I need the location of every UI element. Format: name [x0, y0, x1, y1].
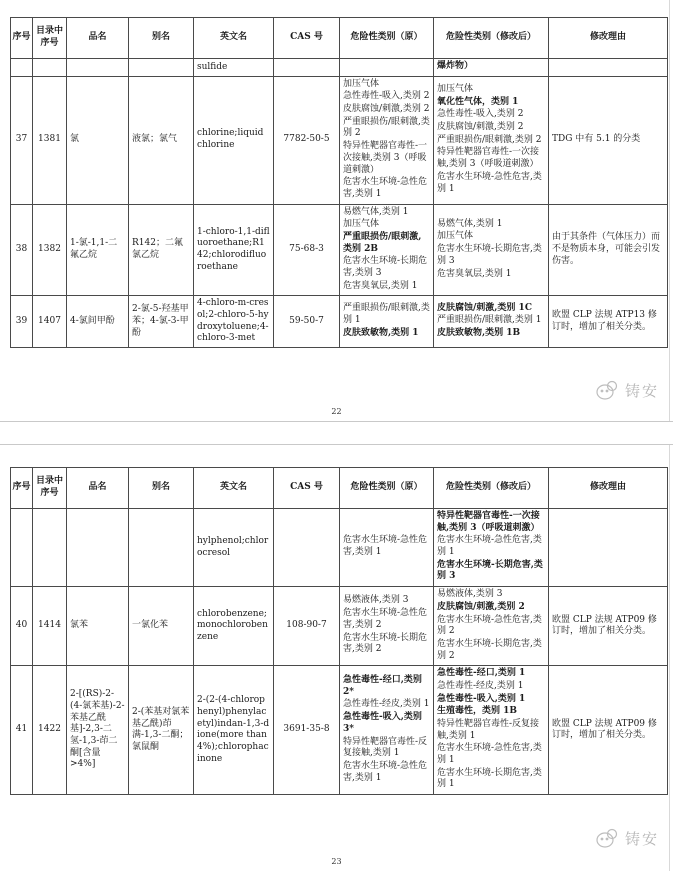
document-page-23: [0, 444, 673, 871]
hazard-class-line: 危害水生环境-长期危害,类别 3: [343, 256, 428, 278]
hazard-class-line: 严重眼损伤/眼刺激,类别 1: [437, 315, 542, 326]
hazard-class-line: 急性毒性-吸入,类别 3*: [343, 712, 422, 734]
english-name-cell: 1-chloro-1,1-difluoroethane;R142;chlorodifluoroethane: [194, 204, 274, 296]
english-name-cell: chlorobenzene;monochlorobenzene: [194, 587, 274, 666]
hazard-class-line: 急性毒性-吸入,类别 1: [437, 693, 526, 704]
watermark: [594, 827, 659, 849]
product-name-cell: 氯苯: [67, 587, 129, 666]
reason-cell: 欧盟 CLP 法规 ATP13 修订时，增加了相关分类。: [549, 296, 668, 348]
english-name-cell: 2-(2-(4-chlorophenyl)phenylacetyl)indan-1,3-dione(more than 4%);chlorophacinone: [194, 666, 274, 795]
alias-cell: 液氯；氯气: [129, 76, 194, 204]
reason-cell: 由于其条件（气体压力）而不是物质本身，可能会引发伤害。: [549, 204, 668, 296]
hazard-class-line: 急性毒性-经皮,类别 1: [437, 680, 524, 691]
alias-cell: 2-(苯基对氯苯基乙酰)茚满-1,3-二酮；氯鼠酮: [129, 666, 194, 795]
catalog-number-cell: 1381: [33, 76, 67, 204]
hazard-class-line: 皮肤腐蚀/刺激,类别 2: [437, 601, 525, 612]
hazard-class-line: 严重眼损伤/眼刺激,类别 2: [437, 134, 542, 145]
hazard-class-line: 特异性靶器官毒性-一次接触,类别 3（呼吸道刺激）: [343, 141, 428, 175]
hazard-class-line: 急性毒性-吸入,类别 2: [343, 91, 430, 102]
hazard-class-line: 易燃气体,类别 1: [343, 206, 409, 217]
page-separator: [0, 422, 673, 444]
watermark-text: 铸安: [624, 829, 659, 848]
catalog-number-cell: [33, 509, 67, 587]
alias-cell: [129, 509, 194, 587]
header-cell: 英文名: [194, 468, 274, 509]
product-name-cell: 1-氯-1,1-二氟乙烷: [67, 204, 129, 296]
document-page-22: [0, 0, 673, 422]
header-row: [11, 18, 668, 59]
english-name-cell: 4-chloro-m-cresol;2-chloro-5-hydroxytoluene;4-chloro-3-met: [194, 296, 274, 348]
hazard-class-line: 严重眼损伤/眼刺激,类别 1: [343, 303, 430, 325]
seq-cell: [11, 59, 33, 77]
hazard-class-line: 易燃液体,类别 3: [343, 595, 409, 606]
table-row: [11, 587, 668, 666]
hazard-class-line: 危害水生环境-急性危害,类别 1: [437, 743, 542, 766]
hazard-class-line: 危害水生环境-急性危害,类别 2: [437, 614, 542, 637]
catalog-number-cell: [33, 59, 67, 77]
table-row: [11, 666, 668, 795]
hazard-class-line: 危害水生环境-急性危害,类别 1: [343, 760, 428, 783]
hazard-class-line: 加压气体: [437, 84, 474, 95]
alias-cell: R142；二氟氯乙烷: [129, 204, 194, 296]
product-name-cell: [67, 509, 129, 587]
header-cell: 目录中序号: [33, 468, 67, 509]
hazard-class-line: 危害水生环境-急性危害,类别 1: [437, 535, 542, 558]
header-cell: 危险性类别（修改后）: [434, 468, 549, 509]
hazard-class-line: 特异性靶器官毒性-反复接触,类别 1: [437, 719, 540, 741]
table-row: [11, 76, 668, 204]
hazard-class-line: 危害臭氧层,类别 1: [437, 268, 512, 279]
alias-cell: 2-氯-5-羟基甲苯；4-氯-3-甲酚: [129, 296, 194, 348]
hazard-class-line: 皮肤致敏物,类别 1: [343, 327, 419, 338]
header-cell: 序号: [11, 468, 33, 509]
hazard-class-line: 特异性靶器官毒性-反复接触,类别 1: [343, 736, 428, 759]
hazard-class-line: 易燃液体,类别 3: [437, 589, 503, 600]
alias-cell: [129, 59, 194, 77]
cas-number-cell: 3691-35-8: [274, 666, 340, 795]
reason-cell: 欧盟 CLP 法规 ATP09 修订时，增加了相关分类。: [549, 587, 668, 666]
hazard-class-line: 危害水生环境-长期危害,类别 2: [343, 632, 428, 655]
hazard-original-cell: [340, 59, 434, 77]
hazard-class-line: 加压气体: [343, 78, 380, 89]
header-cell: 修改理由: [549, 18, 668, 59]
hazard-revised-cell: [434, 509, 549, 587]
watermark: [594, 379, 659, 401]
hazard-class-line: 爆炸物）: [437, 61, 474, 71]
hazard-original-cell: [340, 204, 434, 296]
hazard-class-line: 皮肤致敏物,类别 1B: [437, 328, 521, 339]
hazard-class-line: 危害水生环境-急性危害,类别 1: [343, 535, 428, 558]
seq-cell: 40: [11, 587, 33, 666]
hazard-class-line: 急性毒性-经口,类别 1: [437, 668, 526, 679]
product-name-cell: 氯: [67, 76, 129, 204]
seq-cell: [11, 509, 33, 587]
hazard-class-line: 易燃气体,类别 1: [437, 218, 503, 229]
header-cell: 别名: [129, 468, 194, 509]
reason-cell: [549, 509, 668, 587]
hazard-original-cell: [340, 587, 434, 666]
reason-cell: TDG 中有 5.1 的分类: [549, 76, 668, 204]
hazard-original-cell: [340, 666, 434, 795]
header-row: [11, 468, 668, 509]
header-cell: 别名: [129, 18, 194, 59]
header-cell: 目录中序号: [33, 18, 67, 59]
header-cell: 危险性类别（原）: [340, 468, 434, 509]
table-row: [11, 59, 668, 77]
hazard-class-line: 特异性靶器官毒性-一次接触,类别 3（呼吸道刺激）: [437, 511, 540, 533]
hazard-class-line: 特异性靶器官毒性-一次接触,类别 3（呼吸道刺激）: [437, 147, 540, 170]
hazard-revised-cell: [434, 296, 549, 348]
hazard-table-page-22: [10, 17, 668, 348]
catalog-number-cell: 1407: [33, 296, 67, 348]
catalog-number-cell: 1382: [33, 204, 67, 296]
hazard-revised-cell: [434, 59, 549, 77]
table-row: [11, 296, 668, 348]
header-cell: 英文名: [194, 18, 274, 59]
cas-number-cell: 108-90-7: [274, 587, 340, 666]
reason-cell: [549, 59, 668, 77]
hazard-class-line: 急性毒性-经皮,类别 1: [343, 699, 430, 710]
hazard-class-line: 危害水生环境-急性危害,类别 1: [343, 177, 428, 199]
seq-cell: 38: [11, 204, 33, 296]
page-number: 23: [331, 857, 342, 866]
header-cell: 品名: [67, 18, 129, 59]
product-name-cell: 2-[(RS)-2-(4-氯苯基)-2-苯基乙酰基]-2,3-二氢-1,3-茚二酮[含量>4%]: [67, 666, 129, 795]
header-cell: 品名: [67, 468, 129, 509]
hazard-class-line: 氧化性气体，类别 1: [437, 96, 519, 107]
table-row: [11, 509, 668, 587]
hazard-revised-cell: [434, 666, 549, 795]
watermark-text: 铸安: [624, 381, 659, 400]
hazard-class-line: 危害水生环境-急性危害,类别 2: [343, 608, 428, 630]
hazard-class-line: 加压气体: [343, 219, 380, 230]
seq-cell: 39: [11, 296, 33, 348]
english-name-cell: chlorine;liquid chlorine: [194, 76, 274, 204]
product-name-cell: [67, 59, 129, 77]
hazard-class-line: 严重眼损伤/眼刺激,类别 2B: [343, 231, 422, 254]
hazard-revised-cell: [434, 587, 549, 666]
reason-cell: 欧盟 CLP 法规 ATP09 修订时，增加了相关分类。: [549, 666, 668, 795]
catalog-number-cell: 1422: [33, 666, 67, 795]
header-cell: 危险性类别（原）: [340, 18, 434, 59]
hazard-class-line: 危害水生环境-长期危害,类别 3: [437, 244, 542, 266]
hazard-revised-cell: [434, 204, 549, 296]
hazard-class-line: 皮肤腐蚀/刺激,类别 2: [343, 104, 430, 115]
hazard-original-cell: [340, 76, 434, 204]
zhuan-logo-icon: [594, 827, 622, 849]
header-cell: CAS 号: [274, 18, 340, 59]
catalog-number-cell: 1414: [33, 587, 67, 666]
header-cell: 修改理由: [549, 468, 668, 509]
header-cell: 序号: [11, 18, 33, 59]
header-cell: 危险性类别（修改后）: [434, 18, 549, 59]
page-number: 22: [331, 407, 342, 416]
hazard-class-line: 危害水生环境-长期危害,类别 1: [437, 767, 542, 790]
hazard-class-line: 皮肤腐蚀/刺激,类别 2: [437, 122, 524, 133]
hazard-class-line: 危害水生环境-长期危害,类别 2: [437, 638, 542, 661]
seq-cell: 41: [11, 666, 33, 795]
hazard-class-line: 急性毒性-吸入,类别 2: [437, 109, 524, 120]
hazard-revised-cell: [434, 76, 549, 204]
hazard-original-cell: [340, 509, 434, 587]
hazard-table-page-23: [10, 467, 668, 795]
zhuan-logo-icon: [594, 379, 622, 401]
english-name-cell: hylphenol;chlorocresol: [194, 509, 274, 587]
alias-cell: 一氯化苯: [129, 587, 194, 666]
header-cell: CAS 号: [274, 468, 340, 509]
cas-number-cell: [274, 509, 340, 587]
cas-number-cell: 59-50-7: [274, 296, 340, 348]
cas-number-cell: 75-68-3: [274, 204, 340, 296]
hazard-class-line: 加压气体: [437, 231, 474, 242]
hazard-class-line: 生殖毒性，类别 1B: [437, 706, 518, 717]
table-row: [11, 204, 668, 296]
cas-number-cell: [274, 59, 340, 77]
hazard-class-line: 严重眼损伤/眼刺激,类别 2: [343, 116, 430, 139]
hazard-class-line: 危害臭氧层,类别 1: [343, 280, 418, 291]
hazard-class-line: 危害水生环境-急性危害,类别 1: [437, 171, 542, 194]
product-name-cell: 4-氯间甲酚: [67, 296, 129, 348]
hazard-class-line: 皮肤腐蚀/刺激,类别 1C: [437, 302, 532, 313]
hazard-class-line: 危害水生环境-长期危害,类别 3: [437, 559, 543, 582]
hazard-original-cell: [340, 296, 434, 348]
english-name-cell: sulfide: [194, 59, 274, 77]
cas-number-cell: 7782-50-5: [274, 76, 340, 204]
hazard-class-line: 急性毒性-经口,类别 2*: [343, 675, 422, 697]
seq-cell: 37: [11, 76, 33, 204]
